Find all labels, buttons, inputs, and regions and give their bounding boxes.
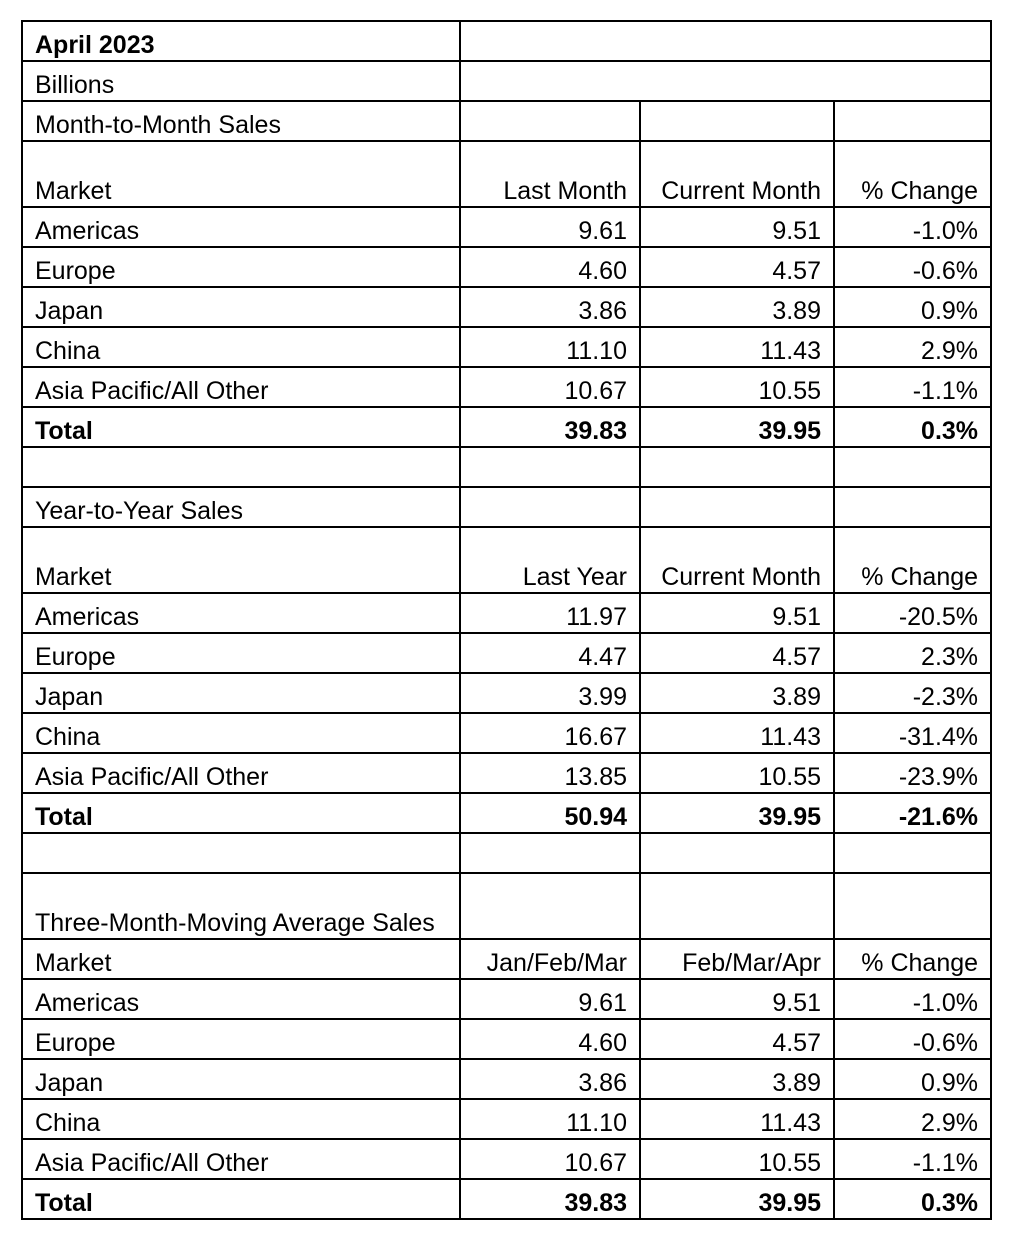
value-b-cell: 4.57	[640, 1019, 834, 1059]
market-cell: China	[22, 1099, 460, 1139]
value-b-column-header: Current Month	[640, 141, 834, 207]
change-cell: 0.9%	[834, 287, 991, 327]
unit-row	[22, 61, 991, 101]
market-cell: China	[22, 713, 460, 753]
section-heading: Month-to-Month Sales	[22, 101, 460, 141]
market-cell: Europe	[22, 1019, 460, 1059]
value-a-cell: 11.10	[460, 327, 640, 367]
spacer-row	[22, 447, 991, 487]
table-row	[22, 1059, 991, 1099]
table-row	[22, 593, 991, 633]
change-cell: -1.0%	[834, 207, 991, 247]
table-row	[22, 633, 991, 673]
section-heading-row	[22, 101, 991, 141]
table-row	[22, 327, 991, 367]
value-a-cell: 9.61	[460, 207, 640, 247]
change-cell: 2.9%	[834, 327, 991, 367]
value-a-cell: 3.99	[460, 673, 640, 713]
sales-table-body	[22, 21, 991, 1219]
value-b-cell: 10.55	[640, 1139, 834, 1179]
value-a-cell: 10.67	[460, 367, 640, 407]
value-b-cell: 3.89	[640, 1059, 834, 1099]
market-cell: Americas	[22, 979, 460, 1019]
section-heading: Year-to-Year Sales	[22, 487, 460, 527]
blank-cell	[460, 873, 640, 939]
spacer-row	[22, 833, 991, 873]
value-a-cell: 11.10	[460, 1099, 640, 1139]
change-cell: -20.5%	[834, 593, 991, 633]
blank-cell	[460, 487, 640, 527]
total-value-b-cell: 39.95	[640, 793, 834, 833]
value-a-cell: 9.61	[460, 979, 640, 1019]
value-b-cell: 10.55	[640, 753, 834, 793]
value-a-cell: 4.60	[460, 247, 640, 287]
blank-cell	[460, 101, 640, 141]
value-b-cell: 4.57	[640, 247, 834, 287]
total-value-b-cell: 39.95	[640, 407, 834, 447]
blank-cell	[834, 833, 991, 873]
change-column-header: % Change	[834, 527, 991, 593]
total-change-cell: 0.3%	[834, 1179, 991, 1219]
column-header-row	[22, 141, 991, 207]
value-a-column-header: Last Month	[460, 141, 640, 207]
table-row	[22, 753, 991, 793]
change-cell: 2.9%	[834, 1099, 991, 1139]
market-cell: Japan	[22, 673, 460, 713]
total-value-a-cell: 39.83	[460, 407, 640, 447]
total-value-a-cell: 39.83	[460, 1179, 640, 1219]
market-cell: Europe	[22, 633, 460, 673]
change-cell: -1.1%	[834, 367, 991, 407]
value-a-cell: 4.60	[460, 1019, 640, 1059]
market-column-header: Market	[22, 527, 460, 593]
table-row	[22, 367, 991, 407]
market-cell: Americas	[22, 593, 460, 633]
blank-cell	[640, 447, 834, 487]
value-b-cell: 4.57	[640, 633, 834, 673]
value-b-column-header: Feb/Mar/Apr	[640, 939, 834, 979]
value-a-cell: 4.47	[460, 633, 640, 673]
market-column-header: Market	[22, 939, 460, 979]
title-row	[22, 21, 991, 61]
total-change-cell: 0.3%	[834, 407, 991, 447]
value-b-cell: 11.43	[640, 1099, 834, 1139]
value-a-cell: 3.86	[460, 287, 640, 327]
total-value-b-cell: 39.95	[640, 1179, 834, 1219]
change-cell: -1.1%	[834, 1139, 991, 1179]
table-row	[22, 247, 991, 287]
blank-cell	[460, 833, 640, 873]
value-b-cell: 9.51	[640, 207, 834, 247]
value-b-cell: 3.89	[640, 287, 834, 327]
blank-cell	[640, 487, 834, 527]
market-cell: Asia Pacific/All Other	[22, 1139, 460, 1179]
section-heading-row	[22, 487, 991, 527]
value-b-column-header: Current Month	[640, 527, 834, 593]
change-cell: -23.9%	[834, 753, 991, 793]
value-b-cell: 3.89	[640, 673, 834, 713]
value-a-column-header: Jan/Feb/Mar	[460, 939, 640, 979]
total-market-cell: Total	[22, 407, 460, 447]
change-cell: -2.3%	[834, 673, 991, 713]
blank-cell	[834, 873, 991, 939]
change-cell: -31.4%	[834, 713, 991, 753]
value-b-cell: 11.43	[640, 327, 834, 367]
unit-row-blank	[460, 61, 991, 101]
market-cell: Asia Pacific/All Other	[22, 753, 460, 793]
blank-cell	[640, 833, 834, 873]
table-row	[22, 287, 991, 327]
change-column-header: % Change	[834, 141, 991, 207]
table-row	[22, 713, 991, 753]
blank-cell	[640, 873, 834, 939]
table-row	[22, 979, 991, 1019]
section-heading: Three-Month-Moving Average Sales	[22, 873, 460, 939]
value-a-cell: 11.97	[460, 593, 640, 633]
value-a-cell: 16.67	[460, 713, 640, 753]
table-row	[22, 1099, 991, 1139]
blank-cell	[834, 101, 991, 141]
market-cell: China	[22, 327, 460, 367]
change-column-header: % Change	[834, 939, 991, 979]
value-b-cell: 11.43	[640, 713, 834, 753]
value-a-column-header: Last Year	[460, 527, 640, 593]
value-a-cell: 10.67	[460, 1139, 640, 1179]
unit-label: Billions	[22, 61, 460, 101]
blank-cell	[834, 487, 991, 527]
blank-cell	[640, 101, 834, 141]
value-b-cell: 10.55	[640, 367, 834, 407]
sales-table	[21, 20, 992, 1220]
table-row	[22, 1139, 991, 1179]
value-b-cell: 9.51	[640, 593, 834, 633]
market-cell: Japan	[22, 287, 460, 327]
value-a-cell: 3.86	[460, 1059, 640, 1099]
total-value-a-cell: 50.94	[460, 793, 640, 833]
table-row	[22, 207, 991, 247]
total-change-cell: -21.6%	[834, 793, 991, 833]
table-row	[22, 673, 991, 713]
title-row-blank	[460, 21, 991, 61]
market-cell: Europe	[22, 247, 460, 287]
value-a-cell: 13.85	[460, 753, 640, 793]
total-market-cell: Total	[22, 793, 460, 833]
change-cell: -0.6%	[834, 1019, 991, 1059]
blank-cell	[22, 447, 460, 487]
market-cell: Japan	[22, 1059, 460, 1099]
market-column-header: Market	[22, 141, 460, 207]
total-market-cell: Total	[22, 1179, 460, 1219]
change-cell: 0.9%	[834, 1059, 991, 1099]
blank-cell	[460, 447, 640, 487]
total-row	[22, 793, 991, 833]
change-cell: -1.0%	[834, 979, 991, 1019]
column-header-row	[22, 939, 991, 979]
market-cell: Asia Pacific/All Other	[22, 367, 460, 407]
column-header-row	[22, 527, 991, 593]
blank-cell	[22, 833, 460, 873]
total-row	[22, 407, 991, 447]
market-cell: Americas	[22, 207, 460, 247]
blank-cell	[834, 447, 991, 487]
total-row	[22, 1179, 991, 1219]
value-b-cell: 9.51	[640, 979, 834, 1019]
section-heading-row	[22, 873, 991, 939]
report-title: April 2023	[22, 21, 460, 61]
change-cell: -0.6%	[834, 247, 991, 287]
table-row	[22, 1019, 991, 1059]
change-cell: 2.3%	[834, 633, 991, 673]
